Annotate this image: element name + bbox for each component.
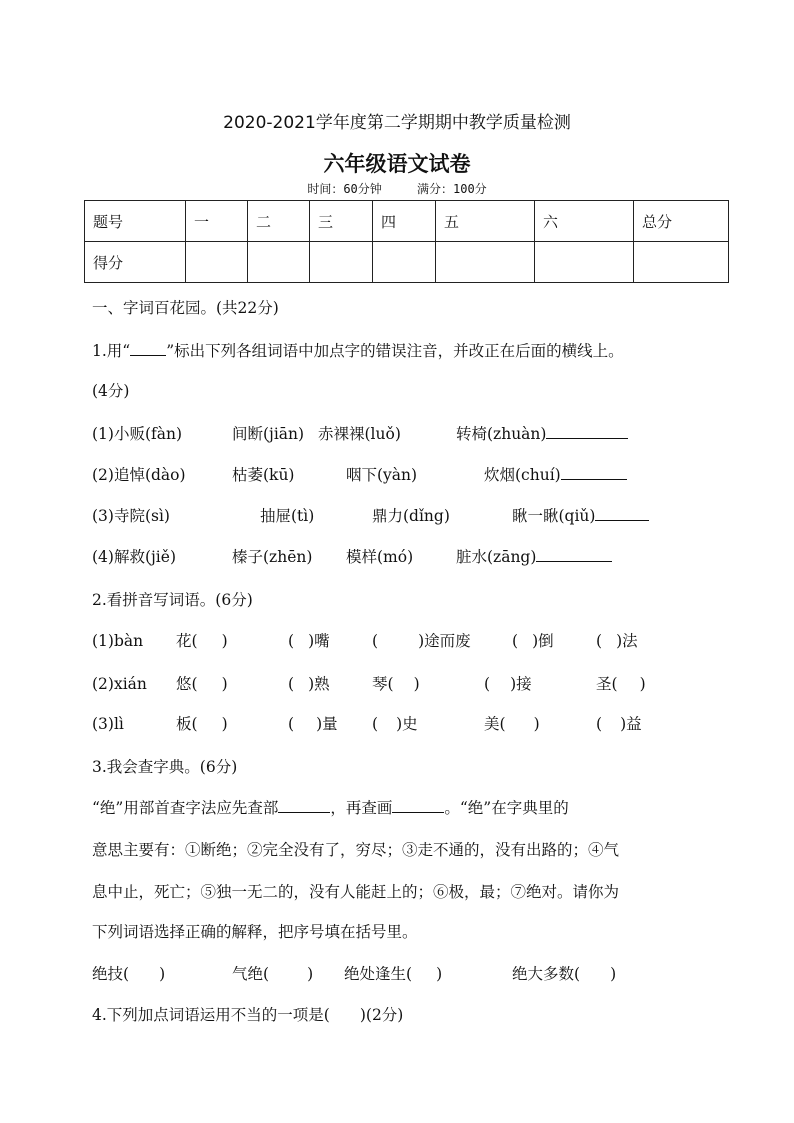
word-part: ( <box>484 675 491 693</box>
word-part: 板( <box>176 715 198 733</box>
full-score: 满分：100分 <box>417 182 487 196</box>
q1-row-2-item-4 <box>484 465 627 485</box>
word-part: ) <box>413 675 420 693</box>
paper-title: 六年级语文试卷 <box>323 152 471 176</box>
q2-row-2-word-3 <box>372 674 420 694</box>
table-cell: 总分 <box>634 201 729 242</box>
q2-row-3-word-3 <box>372 714 418 734</box>
word-part: 绝大多数( <box>512 965 581 983</box>
word-part: ) <box>159 965 166 983</box>
q2-row-1-word-5 <box>596 631 638 651</box>
q2-row-3-word-4 <box>484 714 540 734</box>
score-entry-cell[interactable] <box>436 242 535 283</box>
word-part: ) <box>307 965 314 983</box>
question-1-stem <box>92 341 624 361</box>
word-part: ) <box>436 965 443 983</box>
q1-row-2-item-2: 枯萎(kū) <box>232 466 295 484</box>
word-part: ( <box>372 632 379 650</box>
word-part: 花( <box>176 632 198 650</box>
word-label: 脏水(zāng) <box>456 548 537 566</box>
table-cell: 一 <box>186 201 248 242</box>
word-part: ( <box>512 632 519 650</box>
exam-meta <box>0 180 794 197</box>
word-part: )倒 <box>532 632 554 650</box>
answer-blank[interactable] <box>595 506 649 521</box>
word-part: 气绝( <box>232 965 270 983</box>
q1-row-2-item-1: (2)追悼(dào) <box>92 466 186 484</box>
table-cell: 题号 <box>85 201 186 242</box>
score-table-score-row <box>85 242 729 283</box>
word-part: )法 <box>616 632 638 650</box>
answer-blank[interactable] <box>536 547 612 562</box>
q2-row-2-word-1 <box>176 674 228 694</box>
q2-row-3-word-5 <box>596 714 642 734</box>
table-cell: 得分 <box>85 242 186 283</box>
word-part: 美( <box>484 715 506 733</box>
question-1-stem-b: ”标出下列各组词语中加点字的错误注音，并改正在后面的横线上。 <box>166 342 624 360</box>
word-part: ) <box>639 675 646 693</box>
word-part: ( <box>372 715 379 733</box>
word-label: 炊烟(chuí) <box>484 466 561 484</box>
question-1-points: (4分) <box>92 382 130 400</box>
q1-row-4-item-2: 榛子(zhēn) <box>232 548 313 566</box>
section-title: 一、字词百花园。(共22分) <box>92 299 279 317</box>
score-entry-cell[interactable] <box>310 242 373 283</box>
q1-row-4-item-3: 模样(mó) <box>346 548 414 566</box>
mark-symbol-blank <box>130 341 166 356</box>
q1-row-3-item-4 <box>512 506 649 526</box>
word-part: ) <box>610 965 617 983</box>
answer-blank[interactable] <box>561 465 627 480</box>
question-3-paragraph-line-4: 下列词语选择正确的解释，把序号填在括号里。 <box>92 923 418 941</box>
score-table-header-row <box>85 201 729 242</box>
q1-row-3-item-1: (3)寺院(sì) <box>92 507 170 525</box>
word-part: ( <box>596 632 603 650</box>
word-part: 绝技( <box>92 965 130 983</box>
score-entry-cell[interactable] <box>186 242 248 283</box>
q1-row-3-item-2: 抽屉(tì) <box>260 507 315 525</box>
question-3-paragraph-line-1 <box>92 798 569 818</box>
q3-text-c: 。“绝”在字典里的 <box>444 799 569 817</box>
q1-row-3-item-3: 鼎力(dǐng) <box>372 507 450 525</box>
score-entry-cell[interactable] <box>535 242 634 283</box>
q2-row-1-word-1 <box>176 631 228 651</box>
q4-text-a: 4.下列加点词语运用不当的一项是( <box>92 1006 330 1024</box>
word-part: ) <box>221 715 228 733</box>
word-part: )嘴 <box>308 632 330 650</box>
word-part: )熟 <box>308 675 330 693</box>
table-cell: 五 <box>436 201 535 242</box>
word-part: )接 <box>510 675 532 693</box>
q2-row-1-word-4 <box>512 631 554 651</box>
q1-row-1-item-1: (1)小贩(fàn) <box>92 425 183 443</box>
q3-word-4 <box>512 964 616 984</box>
q3-word-2 <box>232 964 313 984</box>
q4-text-b: )(2分) <box>359 1006 404 1024</box>
q2-row-1-pinyin: (1)bàn <box>92 632 144 650</box>
q1-row-4-item-1: (4)解救(jiě) <box>92 548 176 566</box>
answer-blank[interactable] <box>546 424 628 439</box>
question-3-paragraph-line-2: 意思主要有：①断绝；②完全没有了，穷尽；③走不通的，没有出路的；④气 <box>92 841 620 859</box>
q2-row-2-word-4 <box>484 674 532 694</box>
question-3-paragraph-line-3: 息中止，死亡；⑤独一无二的，没有人能赶上的；⑥极，最；⑦绝对。请你为 <box>92 883 620 901</box>
radical-answer-blank[interactable] <box>278 798 330 813</box>
q3-word-1 <box>92 964 165 984</box>
q2-row-1-word-3 <box>372 631 471 651</box>
q2-row-1-word-2 <box>288 631 330 651</box>
q1-row-1-item-4 <box>456 424 628 444</box>
q3-text-b: ，再查画 <box>330 799 393 817</box>
word-part: 绝处逢生( <box>344 965 413 983</box>
q3-text-a: “绝”用部首查字法应先查部 <box>92 799 279 817</box>
word-part: ) <box>221 675 228 693</box>
q1-row-1-item-3: 赤裸裸(luǒ) <box>318 425 401 443</box>
word-part: 圣( <box>596 675 618 693</box>
word-part: )益 <box>620 715 642 733</box>
word-label: 转椅(zhuàn) <box>456 425 547 443</box>
q2-row-2-word-5 <box>596 674 646 694</box>
word-part: 琴( <box>372 675 394 693</box>
question-3-title: 3.我会查字典。(6分) <box>92 758 238 776</box>
table-cell: 四 <box>373 201 436 242</box>
word-part: ( <box>596 715 603 733</box>
q2-row-3-pinyin: (3)lì <box>92 715 124 733</box>
word-part: )途而废 <box>418 632 471 650</box>
word-part: 悠( <box>176 675 198 693</box>
word-part: ( <box>288 675 295 693</box>
word-part: ( <box>288 715 295 733</box>
question-1-stem-a: 1.用“ <box>92 342 131 360</box>
question-2-title: 2.看拼音写词语。(6分) <box>92 591 253 609</box>
score-table <box>84 200 729 283</box>
table-cell: 三 <box>310 201 373 242</box>
q1-row-2-item-3: 咽下(yàn) <box>346 466 418 484</box>
word-part: ) <box>533 715 540 733</box>
q2-row-2-pinyin: (2)xián <box>92 675 147 693</box>
q1-row-1-item-2: 间断(jiān) <box>232 425 305 443</box>
q2-row-3-word-1 <box>176 714 228 734</box>
q2-row-3-word-2 <box>288 714 338 734</box>
time-limit: 时间：60分钟 <box>307 182 382 196</box>
score-entry-cell[interactable] <box>634 242 729 283</box>
table-cell: 六 <box>535 201 634 242</box>
word-label: 瞅一瞅(qiǔ) <box>512 507 596 525</box>
score-entry-cell[interactable] <box>248 242 310 283</box>
word-part: ( <box>288 632 295 650</box>
word-part: )量 <box>316 715 338 733</box>
q1-row-4-item-4 <box>456 547 612 567</box>
score-entry-cell[interactable] <box>373 242 436 283</box>
stroke-count-answer-blank[interactable] <box>392 798 444 813</box>
q3-word-3 <box>344 964 442 984</box>
exam-title: 2020-2021学年度第二学期期中教学质量检测 <box>223 113 571 133</box>
question-4-title <box>92 1005 403 1025</box>
q2-row-2-word-2 <box>288 674 330 694</box>
table-cell: 二 <box>248 201 310 242</box>
word-part: )史 <box>396 715 418 733</box>
word-part: ) <box>221 632 228 650</box>
